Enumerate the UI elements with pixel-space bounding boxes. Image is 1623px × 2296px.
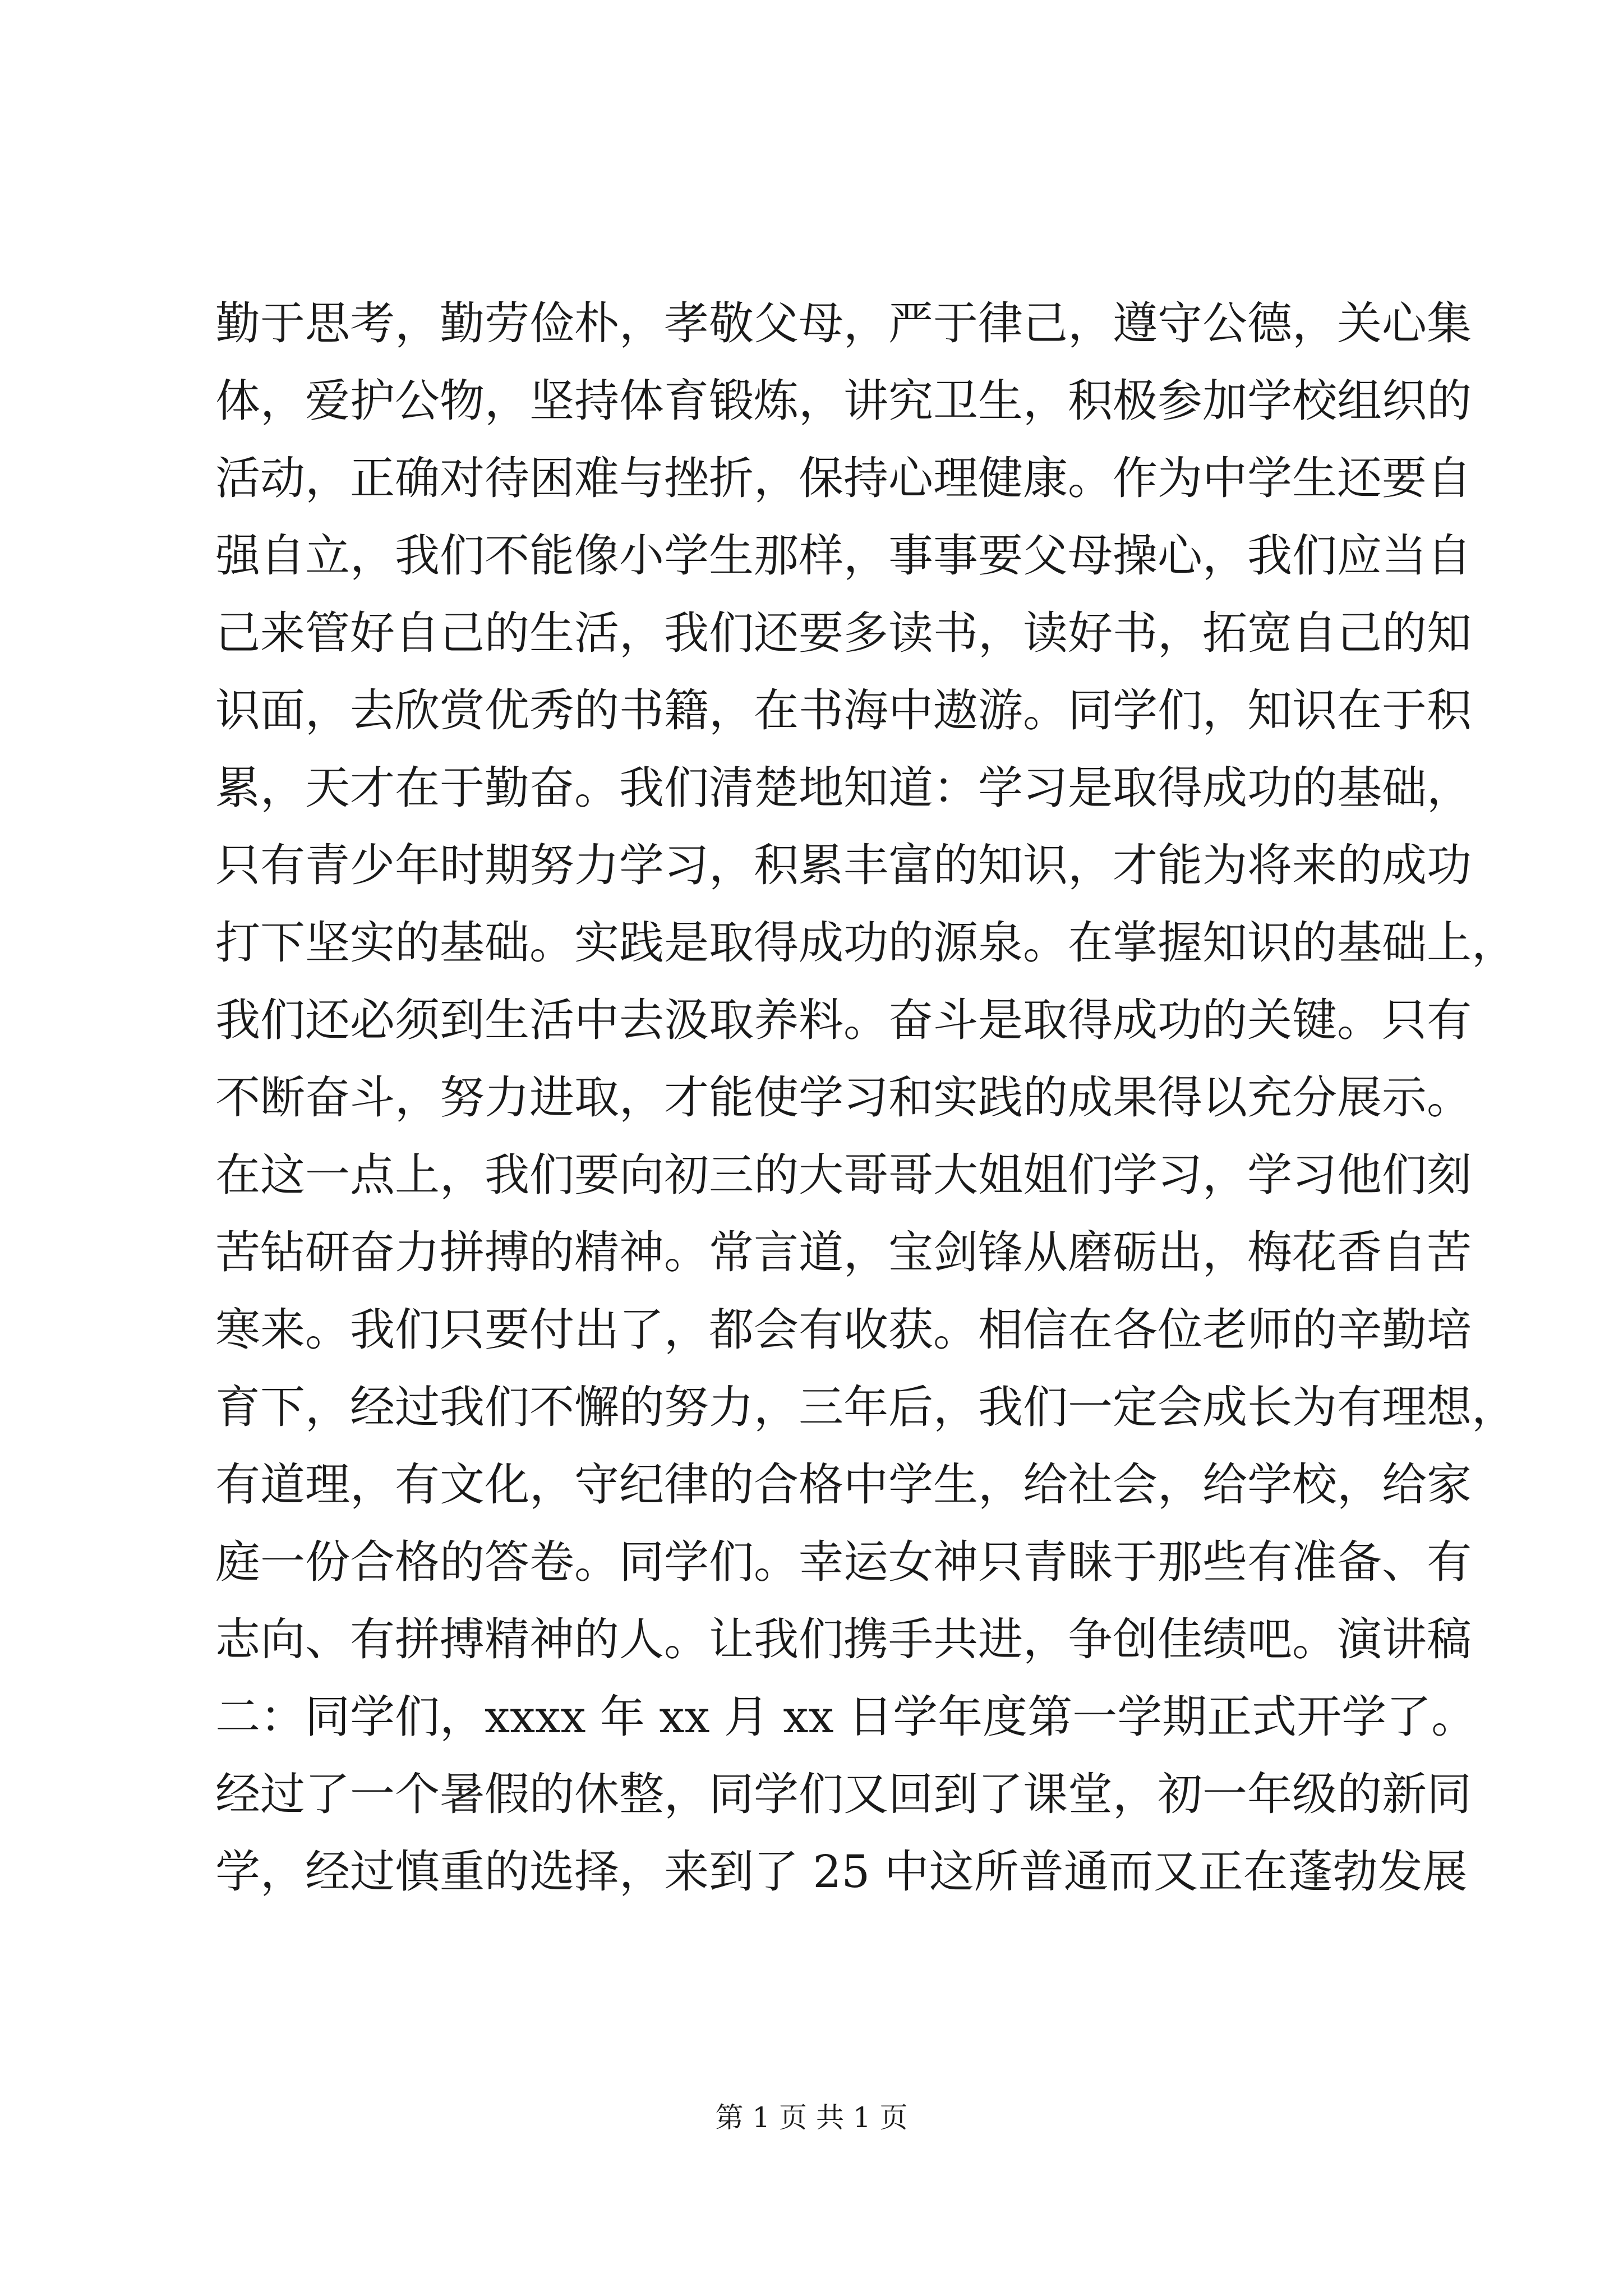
text-line: 有道理，有文化，守纪律的合格中学生，给社会，给学校，给家 [215, 1458, 1472, 1511]
text-line: 苦钻研奋力拼搏的精神。常言道，宝剑锋从磨砺出，梅花香自苦 [215, 1226, 1472, 1278]
text-line: 学，经过慎重的选择，来到了 25 中这所普通而又正在蓬勃发展 [215, 1846, 1468, 1898]
page-footer: 第 1 页 共 1 页 [715, 2101, 908, 2134]
text-line: 打下坚实的基础。实践是取得成功的源泉。在掌握知识的基础上， [215, 917, 1516, 969]
text-line: 育下，经过我们不懈的努力，三年后，我们一定会成长为有理想， [215, 1381, 1516, 1433]
text-line: 强自立，我们不能像小学生那样，事事要父母操心，我们应当自 [215, 530, 1472, 582]
text-line: 只有青少年时期努力学习，积累丰富的知识，才能为将来的成功 [215, 839, 1472, 891]
text-line: 勤于思考，勤劳俭朴，孝敬父母，严于律己，遵守公德，关心集 [215, 297, 1472, 349]
text-line: 二：同学们，xxxx 年 xx 月 xx 日学年度第一学期正式开学了。 [215, 1691, 1477, 1743]
text-line: 庭一份合格的答卷。同学们。幸运女神只青睐于那些有准备、有 [215, 1536, 1472, 1588]
text-line: 在这一点上，我们要向初三的大哥哥大姐姐们学习，学习他们刻 [215, 1149, 1472, 1201]
text-line: 体，爱护公物，坚持体育锻炼，讲究卫生，积极参加学校组织的 [215, 375, 1472, 427]
text-line: 识面，去欣赏优秀的书籍，在书海中遨游。同学们，知识在于积 [215, 684, 1472, 737]
text-line: 己来管好自己的生活，我们还要多读书，读好书，拓宽自己的知 [215, 607, 1472, 659]
text-line: 我们还必须到生活中去汲取养料。奋斗是取得成功的关键。只有 [215, 994, 1472, 1046]
text-line: 累，天才在于勤奋。我们清楚地知道：学习是取得成功的基础， [215, 762, 1472, 814]
text-line: 不断奋斗，努力进取，才能使学习和实践的成果得以充分展示。 [215, 1071, 1472, 1124]
text-line: 活动，正确对待困难与挫折，保持心理健康。作为中学生还要自 [215, 452, 1472, 504]
text-line: 经过了一个暑假的休整，同学们又回到了课堂，初一年级的新同 [215, 1768, 1472, 1820]
body-text [215, 285, 1516, 1911]
text-line: 寒来。我们只要付出了，都会有收获。相信在各位老师的辛勤培 [215, 1304, 1472, 1356]
text-line: 志向、有拼搏精神的人。让我们携手共进，争创佳绩吧。演讲稿 [215, 1613, 1472, 1665]
